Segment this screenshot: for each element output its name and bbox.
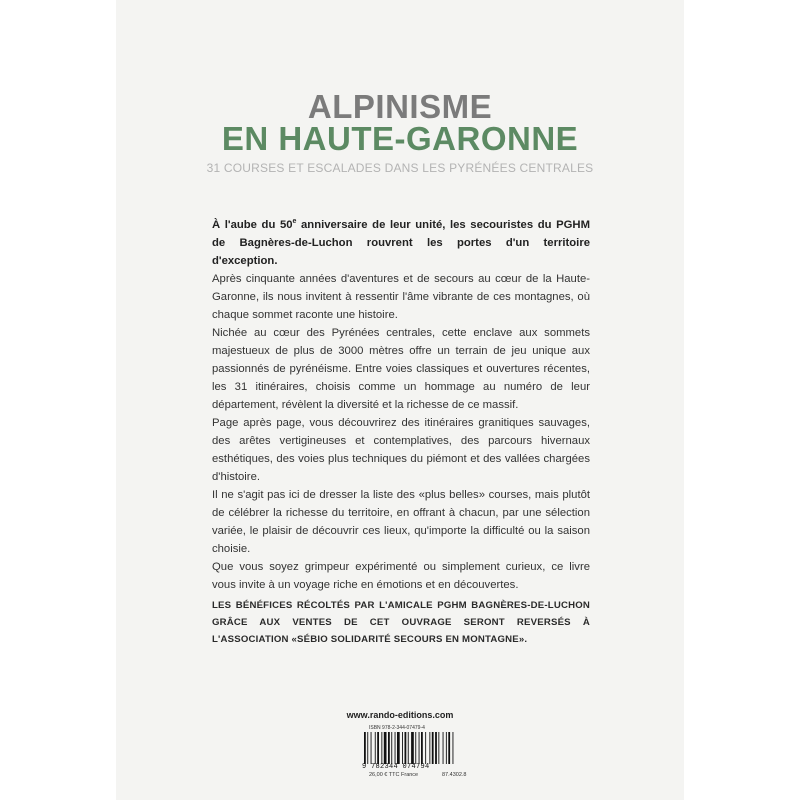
barcode-bar xyxy=(402,732,403,764)
title-line-1: ALPINISME xyxy=(307,88,493,125)
barcode-bar xyxy=(405,732,407,764)
barcode-bar xyxy=(415,732,416,764)
body-paragraph: Il ne s'agit pas ici de dresser la liste des «plus belles» courses, mais plutôt de célébrer la richesse du territoire, en offrant à chacun, par une sélection variée, le plaisir de découvrir ces lieux, qu'importe la difficulté ou la saison choisie. xyxy=(212,489,590,555)
isbn-text: ISBN 978-2-344-07479-4 xyxy=(369,725,425,731)
barcode-bar xyxy=(425,732,426,764)
barcode-bar xyxy=(448,732,450,764)
body-text xyxy=(212,270,590,594)
barcode-bar xyxy=(395,732,396,764)
barcode-bar xyxy=(421,732,423,764)
barcode-bar xyxy=(429,732,430,764)
barcode-bar xyxy=(397,732,400,764)
body-paragraph: Page après page, vous découvrirez des itinéraires granitiques sauvages, des arêtes vertigineuses et contemplatives, des parcours hivernaux esthétiques, des voies plus techniques du piémont et des vallées chargées d'histoire. xyxy=(212,417,590,483)
barcode-bar xyxy=(446,732,447,764)
barcode-bar xyxy=(419,732,420,764)
barcode-bar xyxy=(435,732,437,764)
body-paragraph: Après cinquante années d'aventures et de secours au cœur de la Haute-Garonne, ils nous invitent à ressentir l'âme vibrante de ces montagnes, où chaque sommet raconte une histoire. xyxy=(212,273,590,321)
barcode-bar xyxy=(388,732,390,764)
subtitle: 31 COURSES ET ESCALADES DANS LES PYRÉNÉES CENTRALES xyxy=(206,161,594,175)
barcode-bar xyxy=(367,732,368,764)
barcode-bar xyxy=(453,732,454,764)
back-cover xyxy=(116,0,684,800)
barcode-bar xyxy=(364,732,366,764)
barcode-bar xyxy=(438,732,439,764)
barcode-digits: 9 782344 074794 xyxy=(362,763,430,771)
body-paragraph: Que vous soyez grimpeur expérimenté ou simplement curieux, ce livre vous invite à un voyage riche en émotions et en découvertes. xyxy=(212,561,590,591)
lead-text-end: anniversaire de leur unité, les secouristes du PGHM de Bagnères-de-Luchon rouvrent les portes d'un territoire d'exception. xyxy=(212,218,590,267)
barcode-bar xyxy=(432,732,434,764)
barcode-bar xyxy=(381,732,382,764)
title-line-2: EN HAUTE-GARONNE xyxy=(221,120,579,157)
body-paragraph: Nichée au cœur des Pyrénées centrales, cette enclave aux sommets majestueux de plus de 3000 mètres offre un terrain de jeu unique aux passionnés de pyrénéisme. Entre voies classiques et ouvertures récentes, les 31 itinéraires, choisis comme un hommage au numéro de leur département, révèlent la diversité et la richesse de ce massif. xyxy=(212,327,590,411)
barcode-bar xyxy=(408,732,409,764)
benefits-notice: LES BÉNÉFICES RÉCOLTÉS PAR L'AMICALE PGHM BAGNÈRES-DE-LUCHON GRÂCE AUX VENTES DE CET OUVRAGE SERONT REVERSÉS À L'ASSOCIATION «SÉBIO SOLIDARITÉ SECOURS EN MONTAGNE». xyxy=(212,600,590,645)
barcode-bar xyxy=(391,732,392,764)
barcode-bar xyxy=(411,732,414,764)
barcode-bar xyxy=(375,732,376,764)
barcode-bar xyxy=(384,732,387,764)
product-code: 87.4302.8 xyxy=(442,772,467,778)
price: 26,00 € TTC France xyxy=(369,772,419,778)
lead-superscript: e xyxy=(292,218,297,225)
website-link[interactable]: www.rando-editions.com xyxy=(346,710,454,720)
lead-paragraph xyxy=(212,213,590,270)
barcode-bar xyxy=(377,732,379,764)
barcode-bar xyxy=(443,732,444,764)
lead-text-start: À l'aube du 50 xyxy=(212,218,293,231)
barcode-bar xyxy=(371,732,372,764)
barcode xyxy=(362,732,462,764)
